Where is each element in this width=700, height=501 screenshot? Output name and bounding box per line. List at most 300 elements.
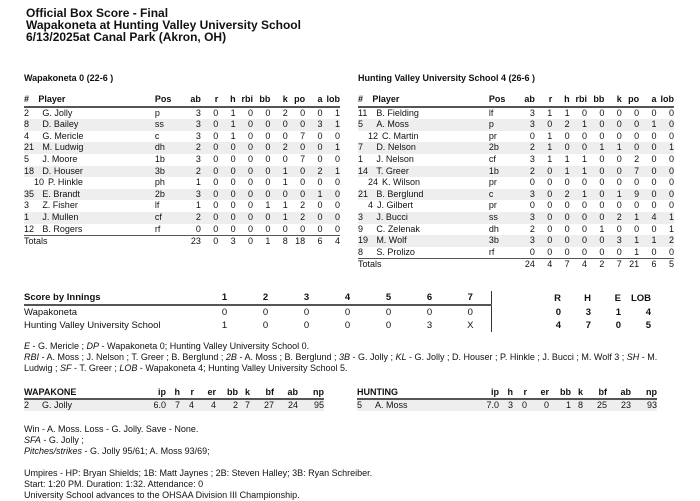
player-row: [358, 235, 674, 247]
inning-score: 1: [221, 320, 228, 331]
stat-r: 1: [535, 142, 552, 154]
pitching-column-header: bf: [583, 387, 607, 399]
stat-po: 0: [288, 224, 305, 236]
column-header: po: [288, 94, 305, 107]
total-a: 6: [651, 259, 657, 270]
stat-rbi: 0: [248, 200, 254, 211]
stat-bb: 0: [265, 177, 271, 188]
stat-k: 0: [616, 107, 622, 118]
stat-h: 1: [230, 130, 236, 141]
game-notes: [24, 341, 684, 374]
pitching-column-header: bf: [250, 387, 274, 399]
stat-r: 0: [213, 107, 219, 118]
3b-label: 3B: [338, 352, 350, 362]
player-number: 3: [358, 212, 372, 224]
stat-h: 0: [552, 212, 569, 224]
stat-rbi: 0: [236, 142, 253, 154]
inning-header: 2: [245, 291, 286, 305]
stat-k: 0: [282, 153, 288, 164]
stat-po: 0: [634, 200, 640, 211]
player-name: B. Berglund: [372, 189, 489, 201]
home-team-title: Hunting Valley University School 4 (26-6 ): [358, 73, 536, 83]
stat-ab: 3: [518, 119, 535, 131]
stat-lob: 0: [668, 130, 674, 141]
stat-rbi: 0: [570, 247, 587, 259]
stat-a: 1: [639, 119, 656, 131]
stat-k: 1: [270, 166, 287, 178]
decisions: Win - A. Moss. Loss - G. Jolly. Save - None.: [24, 424, 199, 434]
stat-po: 7: [622, 166, 639, 178]
pitching-column-header: r: [513, 387, 527, 399]
notes-line: [24, 352, 684, 374]
kl-text: - G. Jolly ; D. Houser ; P. Hinkle ; J. Bucci ; M. Wolf 3 ;: [406, 352, 627, 362]
pitch-stat-np: 95: [298, 399, 324, 411]
rhe-value: 5: [645, 320, 651, 331]
player-name-text: J. Gilbert: [377, 200, 414, 211]
pitch-stat-k: 7: [238, 399, 250, 411]
matchup-title: Wapakoneta at Hunting Valley University School: [26, 18, 301, 32]
total-r: 0: [213, 236, 219, 247]
pitches-text: - G. Jolly 95/61; A. Moss 93/69;: [82, 446, 210, 456]
total-rbi: 0: [248, 236, 254, 247]
player-position: 1b: [154, 153, 165, 164]
page-title: Official Box Score - Final: [26, 6, 169, 20]
player-row: [24, 177, 340, 189]
pitch-stat-bb: 2: [216, 399, 238, 411]
column-header: r: [201, 94, 218, 107]
pitching-team-label: WAPAKONE: [24, 387, 146, 399]
stat-ab: 3: [184, 189, 201, 201]
player-row: [358, 224, 674, 236]
player-position: ss: [155, 119, 184, 131]
inning-score: 0: [303, 307, 310, 318]
stat-k: 0: [282, 130, 288, 141]
stat-a: 1: [639, 235, 656, 247]
stat-r: 0: [535, 119, 552, 131]
stat-r: 0: [535, 247, 552, 259]
stat-lob: 0: [668, 177, 674, 188]
stat-h: 0: [564, 223, 570, 234]
player-name: G. Jolly: [42, 107, 73, 118]
stat-k: 1: [282, 200, 288, 211]
stat-po: 0: [288, 119, 305, 131]
player-position: 2b: [489, 142, 518, 154]
player-position: dh: [488, 223, 499, 234]
rhe-header: LOB: [630, 292, 651, 304]
stat-ab: 0: [529, 130, 535, 141]
inning-score: 0: [221, 307, 228, 318]
player-position: 3b: [489, 235, 518, 247]
pitching-column-header: er: [194, 387, 216, 399]
player-number: 4: [368, 200, 374, 211]
stat-rbi: 0: [582, 107, 588, 118]
player-name: B. Rogers: [38, 224, 155, 236]
column-header: rbi: [570, 94, 587, 107]
stat-po: 9: [622, 189, 639, 201]
player-number: 1: [358, 153, 364, 164]
total-h: 7: [564, 259, 570, 270]
player-number: 11: [358, 107, 368, 118]
player-position: pr: [488, 130, 497, 141]
total-ab: 23: [190, 236, 201, 247]
player-name: D. Bailey: [38, 119, 155, 131]
stat-h: 1: [564, 107, 570, 118]
player-row: [358, 247, 674, 259]
stat-a: 2: [305, 166, 322, 178]
stat-lob: 1: [657, 142, 674, 154]
stat-rbi: 0: [570, 235, 587, 247]
stat-bb: 0: [599, 130, 605, 141]
player-name: B. Fielding: [376, 107, 419, 118]
stat-bb: 0: [587, 119, 604, 131]
stat-r: 0: [213, 200, 219, 211]
player-number: 7: [358, 142, 372, 154]
total-ab: 24: [524, 259, 535, 270]
stat-ab: 0: [529, 200, 535, 211]
player-position: lf: [488, 107, 494, 118]
stat-lob: 0: [657, 189, 674, 201]
stat-ab: 1: [195, 177, 201, 188]
player-row: [24, 166, 340, 178]
player-row: [24, 119, 340, 131]
stat-a: 0: [317, 130, 323, 141]
player-name: [358, 177, 489, 189]
rhe-header: H: [584, 292, 591, 304]
player-name-text: P. Hinkle: [48, 177, 83, 188]
stat-h: 0: [230, 177, 236, 188]
pitch-stat-np: 93: [631, 399, 657, 411]
innings-row: [24, 319, 651, 332]
player-number: 9: [358, 223, 364, 234]
player-name: S. Prolizo: [372, 247, 489, 259]
pitching-column-header: ab: [607, 387, 631, 399]
pitch-stat-r: 4: [180, 399, 194, 411]
stat-r: 0: [547, 223, 553, 234]
stat-r: 1: [547, 107, 553, 118]
pitch-stat-ip: 7.0: [479, 399, 499, 411]
stat-rbi: 0: [248, 153, 254, 164]
column-header: bb: [587, 94, 604, 107]
player-position: lf: [154, 200, 160, 211]
player-number: 10: [34, 177, 45, 188]
stat-ab: 0: [184, 224, 201, 236]
stat-bb: 0: [265, 130, 271, 141]
player-row: [358, 212, 674, 224]
stat-a: 0: [639, 247, 656, 259]
player-number: 12: [368, 130, 379, 141]
stat-h: 0: [230, 200, 236, 211]
stat-lob: 0: [334, 177, 340, 188]
stat-h: 1: [564, 153, 570, 164]
stat-po: 0: [288, 166, 305, 178]
stat-po: 0: [300, 107, 306, 118]
player-name: D. Houser: [38, 166, 155, 178]
player-number: 35: [24, 189, 38, 201]
pitcher-number: 2: [24, 399, 38, 411]
stat-h: 0: [218, 224, 235, 236]
stat-r: 0: [213, 153, 219, 164]
inning-score: X: [467, 320, 474, 331]
player-row: [24, 154, 340, 166]
column-header: a: [639, 94, 656, 107]
inning-header: 6: [409, 291, 450, 305]
stat-h: 2: [552, 119, 569, 131]
rhe-header: E: [614, 292, 621, 304]
stat-rbi: 0: [248, 130, 254, 141]
stat-po: 0: [634, 177, 640, 188]
total-po: 21: [629, 259, 640, 270]
divider: [491, 319, 531, 332]
player-number: 19: [358, 235, 372, 247]
stat-bb: 0: [253, 119, 270, 131]
stat-rbi: 0: [236, 119, 253, 131]
stat-r: 0: [201, 212, 218, 224]
stat-po: 0: [634, 107, 640, 118]
player-position: p: [489, 119, 518, 131]
stat-po: 0: [288, 142, 305, 154]
player-row: [24, 142, 340, 154]
pitch-stat-bf: 27: [250, 399, 274, 411]
stat-a: 0: [317, 200, 323, 211]
pitching-column-header: h: [166, 387, 180, 399]
column-header: h: [552, 94, 569, 107]
pitching-column-header: r: [180, 387, 194, 399]
player-number: 8: [358, 247, 372, 259]
stat-lob: 2: [657, 235, 674, 247]
player-name: C. Zelenak: [376, 223, 420, 234]
inning-header: 1: [204, 291, 245, 305]
stat-lob: 0: [668, 107, 674, 118]
column-header: po: [622, 94, 639, 107]
player-name: J. Moore: [42, 153, 78, 164]
stat-a: 0: [639, 142, 656, 154]
home-pitching-table: [357, 387, 657, 411]
pitch-stat-er: 4: [194, 399, 216, 411]
player-position: c: [489, 189, 518, 201]
player-name: [24, 177, 155, 189]
stat-ab: 2: [529, 223, 535, 234]
player-name: [358, 200, 489, 212]
stat-r: 0: [547, 200, 553, 211]
stat-h: 0: [552, 247, 569, 259]
stat-lob: 0: [334, 200, 340, 211]
column-header: k: [604, 94, 621, 107]
pitch-stat-ab: 24: [274, 399, 298, 411]
kl-label: KL: [395, 352, 407, 362]
stat-rbi: 0: [236, 212, 253, 224]
pitcher-name: A. Moss: [371, 399, 479, 411]
stat-k: 0: [616, 200, 622, 211]
stat-h: 1: [552, 166, 569, 178]
player-row: [358, 131, 674, 143]
pitching-column-header: ip: [146, 387, 166, 399]
2b-text: - A. Moss ; B. Berglund ;: [236, 352, 339, 362]
stat-rbi: 0: [582, 177, 588, 188]
umpires: Umpires - HP: Bryan Shields; 1B: Matt Jaynes ; 2B: Steven Halley; 3B: Ryan Schreiber.: [24, 468, 373, 478]
rhe-value: 1: [615, 306, 621, 318]
pitching-column-header: k: [571, 387, 583, 399]
stat-r: 0: [201, 119, 218, 131]
stat-h: 0: [218, 166, 235, 178]
player-row: [358, 166, 674, 178]
stat-rbi: 0: [248, 177, 254, 188]
pitch-stat-ab: 23: [607, 399, 631, 411]
sh-label: SH: [626, 352, 640, 362]
pitcher-row: [357, 399, 657, 411]
stat-rbi: 0: [236, 189, 253, 201]
player-number: 8: [24, 119, 38, 131]
stat-ab: 3: [529, 153, 535, 164]
sf-label: SF: [60, 363, 72, 373]
player-row: [24, 224, 340, 236]
stat-k: 0: [604, 247, 621, 259]
team-name: Wapakoneta: [24, 307, 77, 318]
rhe-value: 3: [585, 306, 591, 318]
player-position: ss: [489, 212, 518, 224]
stat-r: 0: [213, 130, 219, 141]
pitches-label: Pitches/strikes: [24, 446, 83, 456]
e-text: - G. Mericle ;: [30, 341, 87, 351]
stat-po: 2: [300, 200, 306, 211]
stat-rbi: 0: [236, 224, 253, 236]
stat-po: 7: [300, 153, 306, 164]
pitch-stat-ip: 6.0: [146, 399, 166, 411]
stat-k: 1: [282, 177, 288, 188]
player-row: [358, 119, 674, 131]
pitching-team-label: HUNTING: [357, 387, 479, 399]
pitch-stat-er: 0: [527, 399, 549, 411]
player-row: [24, 107, 340, 120]
player-number: 21: [24, 142, 38, 154]
inning-score: 0: [262, 307, 269, 318]
rbi-text: - A. Moss ; J. Nelson ; T. Greer ; B. Berglund ;: [39, 352, 226, 362]
stat-ab: 3: [529, 107, 535, 118]
stat-k: 1: [604, 189, 621, 201]
column-header: Player: [38, 94, 155, 107]
stat-lob: 1: [668, 223, 674, 234]
player-name: J. Bucci: [372, 212, 489, 224]
stat-a: 0: [651, 177, 657, 188]
stat-k: 0: [616, 177, 622, 188]
player-position: 3b: [155, 166, 184, 178]
lob-text: - Wapakoneta 4; Hunting Valley University School 5.: [137, 363, 348, 373]
column-header: ab: [184, 94, 201, 107]
stat-ab: 3: [195, 107, 201, 118]
inning-header: 3: [286, 291, 327, 305]
stat-h: 0: [230, 153, 236, 164]
pitching-column-header: ip: [479, 387, 499, 399]
stat-ab: 3: [195, 130, 201, 141]
rbi-label: RBI: [24, 352, 40, 362]
innings-title: Score by Innings: [24, 291, 204, 305]
pitcher-number: 5: [357, 399, 371, 411]
away-batting-table: [24, 94, 340, 248]
sh-text: - M. Ludwig ;: [24, 352, 658, 373]
pitch-stat-h: 7: [166, 399, 180, 411]
stat-rbi: 0: [236, 166, 253, 178]
stat-k: 3: [604, 235, 621, 247]
player-name: J. Nelson: [376, 153, 414, 164]
player-row: [358, 142, 674, 154]
player-number: 24: [368, 177, 379, 188]
player-name: J. Mullen: [38, 212, 155, 224]
stat-h: 0: [552, 142, 569, 154]
stat-lob: 0: [334, 153, 340, 164]
rhe-value: 4: [645, 306, 651, 318]
player-name-text: C. Martin: [382, 130, 419, 141]
player-position: 2b: [155, 189, 184, 201]
stat-h: 0: [564, 177, 570, 188]
player-row: [24, 131, 340, 143]
pitching-column-header: bb: [549, 387, 571, 399]
stat-po: 1: [622, 235, 639, 247]
total-r: 4: [547, 259, 553, 270]
batting-header-row: [358, 94, 674, 107]
stat-po: 7: [300, 130, 306, 141]
stat-bb: 1: [587, 142, 604, 154]
pitcher-row: [24, 399, 324, 411]
pitching-column-header: np: [298, 387, 324, 399]
player-position: rf: [489, 247, 518, 259]
stat-a: 0: [639, 189, 656, 201]
column-header: h: [218, 94, 235, 107]
column-header: Pos: [489, 94, 518, 107]
inning-score: 0: [385, 320, 392, 331]
dp-text: - Wapakoneta 0; Hunting Valley University School 0.: [99, 341, 310, 351]
player-row: [24, 189, 340, 201]
stat-ab: 2: [184, 142, 201, 154]
stat-bb: 0: [599, 107, 605, 118]
player-number: 2: [24, 107, 30, 118]
player-row: [358, 189, 674, 201]
sfa-label: SFA: [24, 435, 41, 445]
stat-k: 0: [270, 119, 287, 131]
stat-ab: 2: [518, 166, 535, 178]
home-batting-table: [358, 94, 674, 271]
stat-lob: 1: [334, 107, 340, 118]
stat-lob: 1: [323, 119, 340, 131]
away-pitching-table: [24, 387, 324, 411]
inning-score: 3: [426, 320, 433, 331]
player-position: dh: [155, 142, 184, 154]
stat-ab: 3: [518, 189, 535, 201]
totals-row: [24, 236, 340, 248]
batting-header-row: [24, 94, 340, 107]
stat-rbi: 0: [248, 107, 254, 118]
stat-h: 0: [552, 235, 569, 247]
stat-k: 0: [616, 153, 622, 164]
stat-rbi: 1: [582, 153, 588, 164]
stat-lob: 0: [323, 224, 340, 236]
stat-a: 0: [651, 200, 657, 211]
stat-a: 0: [651, 223, 657, 234]
player-name: T. Greer: [372, 166, 489, 178]
player-name: Z. Fisher: [42, 200, 78, 211]
stat-po: 1: [622, 212, 639, 224]
stat-h: 2: [552, 189, 569, 201]
stat-po: 0: [622, 142, 639, 154]
stat-lob: 0: [657, 166, 674, 178]
player-row: [24, 200, 340, 212]
stat-h: 0: [218, 142, 235, 154]
stat-a: 0: [651, 107, 657, 118]
2b-label: 2B: [225, 352, 237, 362]
stat-h: 0: [564, 200, 570, 211]
stat-rbi: 0: [582, 223, 588, 234]
player-position: 1b: [489, 166, 518, 178]
sf-text: - T. Greer ;: [71, 363, 120, 373]
stat-k: 2: [270, 142, 287, 154]
